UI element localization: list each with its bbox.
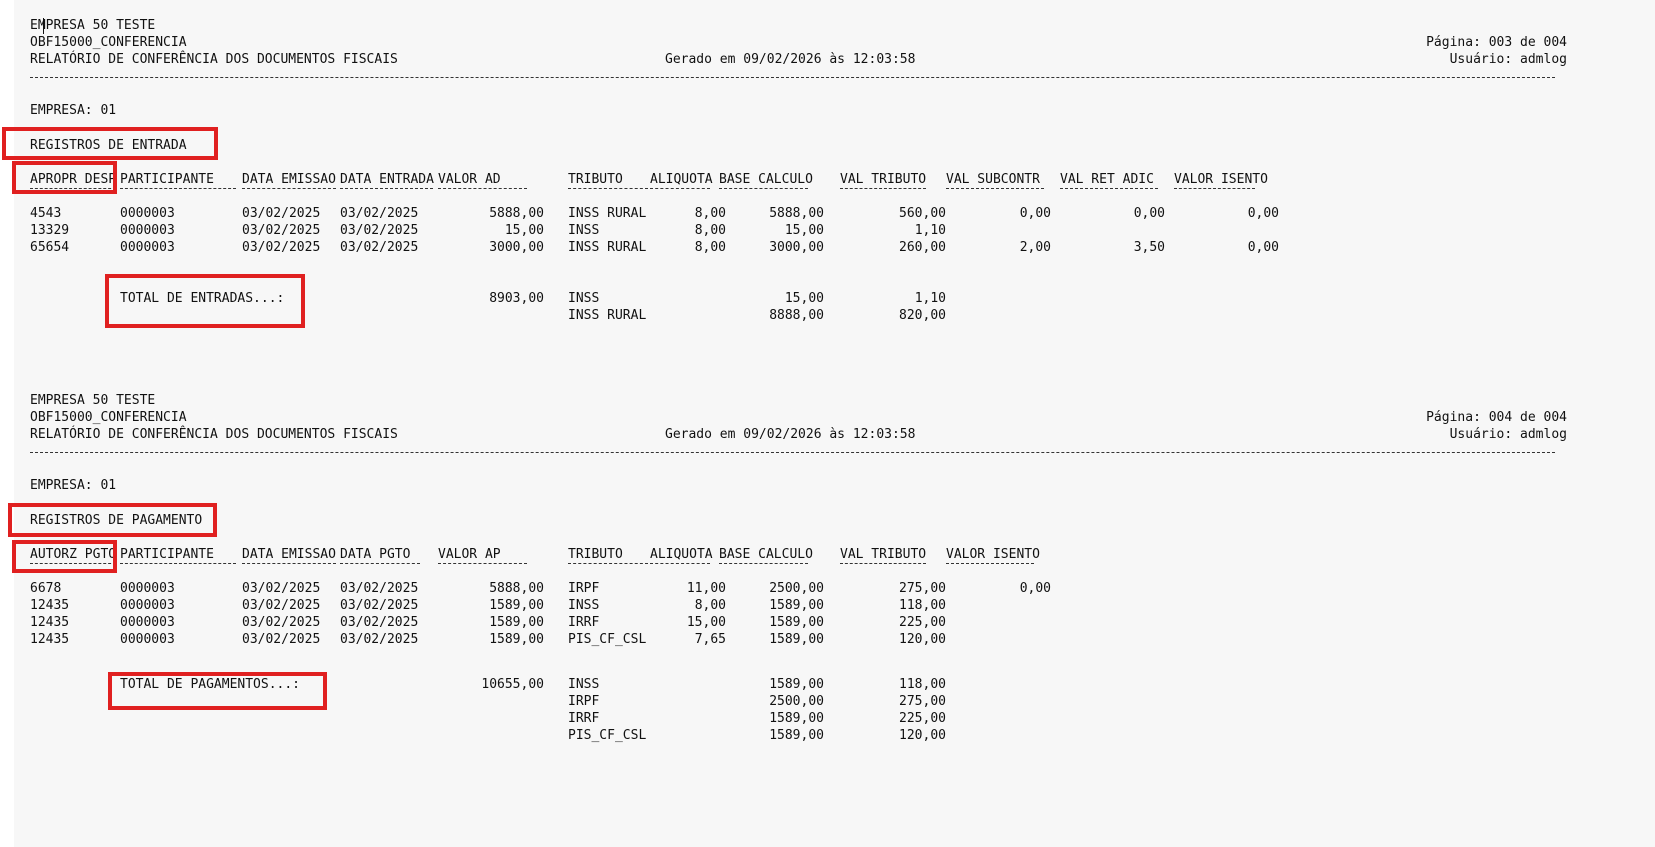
highlight-section-title: [8, 503, 217, 537]
table-cell: 7,65: [694, 632, 726, 647]
column-header-underline: [1174, 188, 1255, 189]
table-cell: 03/02/2025: [340, 223, 419, 238]
table-cell: 0,00: [1019, 206, 1051, 221]
table-cell: 118,00: [899, 598, 946, 613]
table-cell: 03/02/2025: [340, 632, 419, 647]
total-base-calculo: 1589,00: [769, 728, 824, 743]
table-cell: 1589,00: [489, 598, 544, 613]
column-header-valor-isento: VALOR ISENTO: [946, 547, 1040, 562]
table-cell: 03/02/2025: [242, 581, 321, 596]
table-cell: 560,00: [899, 206, 946, 221]
table-cell: 0000003: [120, 240, 175, 255]
company-name: EMPRESA 50 TESTE: [30, 393, 156, 408]
column-header-val-subcontr: VAL SUBCONTR: [946, 172, 1040, 187]
table-cell: 3000,00: [769, 240, 824, 255]
column-header-underline: [340, 563, 420, 564]
column-header-underline: [568, 563, 648, 564]
total-base-calculo: 1589,00: [769, 677, 824, 692]
table-cell: 2,00: [1019, 240, 1051, 255]
table-cell: 8,00: [694, 223, 726, 238]
total-base-calculo: 8888,00: [769, 308, 824, 323]
column-header-valor-ad: VALOR AD: [438, 172, 501, 187]
table-cell: PIS_CF_CSL: [568, 632, 647, 647]
table-cell: 0,00: [1019, 581, 1051, 596]
table-cell: 15,00: [504, 223, 544, 238]
table-cell: 275,00: [899, 581, 946, 596]
total-tributo: IRRF: [568, 711, 600, 726]
report-code: OBF15000_CONFERENCIA: [30, 410, 187, 425]
page-number: Página: 004 de 004: [1426, 410, 1567, 425]
column-header-underline: [946, 563, 1034, 564]
table-cell: 0,00: [1247, 240, 1279, 255]
report-title: RELATÓRIO DE CONFERÊNCIA DOS DOCUMENTOS FISCAIS: [30, 52, 398, 67]
table-cell: 1,10: [914, 223, 946, 238]
column-header-tributo: TRIBUTO: [568, 172, 623, 187]
total-tributo: INSS: [568, 291, 600, 306]
section-title: REGISTROS DE ENTRADA: [30, 138, 187, 153]
column-header-underline: [120, 563, 236, 564]
generated-at: Gerado em 09/02/2026 às 12:03:58: [665, 427, 916, 442]
report-code: OBF15000_CONFERENCIA: [30, 35, 187, 50]
table-cell: 03/02/2025: [340, 598, 419, 613]
page-number: Página: 003 de 004: [1426, 35, 1567, 50]
table-cell: 0,00: [1133, 206, 1165, 221]
column-header-underline: [946, 188, 1044, 189]
total-value: 10655,00: [481, 677, 544, 692]
table-cell: 12435: [30, 598, 70, 613]
column-header-val-tributo: VAL TRIBUTO: [840, 547, 927, 562]
column-header-aliquota: ALIQUOTA: [650, 547, 713, 562]
column-header-autorz-pgto: AUTORZ PGTO: [30, 547, 117, 562]
column-header-data-entrada: DATA ENTRADA: [340, 172, 434, 187]
total-val-tributo: 275,00: [899, 694, 946, 709]
table-cell: 0000003: [120, 206, 175, 221]
table-cell: 8,00: [694, 598, 726, 613]
table-cell: 1589,00: [769, 598, 824, 613]
table-cell: 15,00: [784, 223, 824, 238]
user-label: Usuário: admlog: [1449, 427, 1567, 442]
column-header-participante: PARTICIPANTE: [120, 172, 214, 187]
column-header-underline: [719, 188, 808, 189]
column-header-valor-isento: VALOR ISENTO: [1174, 172, 1268, 187]
table-cell: 03/02/2025: [242, 615, 321, 630]
header-separator: [30, 77, 1555, 78]
column-header-underline: [568, 188, 648, 189]
header-separator: [30, 452, 1555, 453]
report-sheet: [14, 0, 1655, 847]
table-cell: 03/02/2025: [242, 240, 321, 255]
column-header-underline: [840, 188, 926, 189]
total-label: TOTAL DE PAGAMENTOS...:: [120, 677, 301, 692]
generated-at: Gerado em 09/02/2026 às 12:03:58: [665, 52, 916, 67]
total-val-tributo: 120,00: [899, 728, 946, 743]
column-header-aliquota: ALIQUOTA: [650, 172, 713, 187]
table-cell: INSS RURAL: [568, 240, 647, 255]
table-cell: 0000003: [120, 581, 175, 596]
table-cell: 1589,00: [489, 632, 544, 647]
highlight-section-title: [2, 127, 218, 160]
table-cell: 03/02/2025: [242, 223, 321, 238]
table-cell: 0000003: [120, 598, 175, 613]
table-cell: 03/02/2025: [340, 615, 419, 630]
section-title: REGISTROS DE PAGAMENTO: [30, 513, 203, 528]
table-cell: INSS: [568, 598, 600, 613]
table-cell: 03/02/2025: [242, 206, 321, 221]
table-cell: 2500,00: [769, 581, 824, 596]
column-header-underline: [438, 563, 527, 564]
total-value: 8903,00: [489, 291, 544, 306]
table-cell: 03/02/2025: [340, 240, 419, 255]
table-cell: 65654: [30, 240, 70, 255]
table-cell: 3,50: [1133, 240, 1165, 255]
table-cell: 03/02/2025: [242, 632, 321, 647]
highlight-total-label: [108, 672, 327, 710]
table-cell: 12435: [30, 632, 70, 647]
table-cell: 13329: [30, 223, 70, 238]
table-cell: 1589,00: [769, 632, 824, 647]
column-header-underline: [650, 188, 710, 189]
report-title: RELATÓRIO DE CONFERÊNCIA DOS DOCUMENTOS FISCAIS: [30, 427, 398, 442]
column-header-val-ret-adic: VAL RET ADIC: [1060, 172, 1154, 187]
total-base-calculo: 2500,00: [769, 694, 824, 709]
column-header-underline: [1060, 188, 1158, 189]
company-name: EMPRESA 50 TESTE: [30, 18, 156, 33]
total-val-tributo: 225,00: [899, 711, 946, 726]
table-cell: 5888,00: [489, 581, 544, 596]
table-cell: 12435: [30, 615, 70, 630]
total-label: TOTAL DE ENTRADAS...:: [120, 291, 285, 306]
column-header-base-calculo: BASE CALCULO: [719, 547, 813, 562]
table-cell: 120,00: [899, 632, 946, 647]
table-cell: 8,00: [694, 240, 726, 255]
column-header-underline: [840, 563, 926, 564]
table-cell: IRPF: [568, 581, 600, 596]
total-val-tributo: 1,10: [914, 291, 946, 306]
table-cell: INSS RURAL: [568, 206, 647, 221]
total-val-tributo: 118,00: [899, 677, 946, 692]
column-header-valor-ap: VALOR AP: [438, 547, 501, 562]
table-cell: 1589,00: [489, 615, 544, 630]
table-cell: IRRF: [568, 615, 600, 630]
total-base-calculo: 15,00: [784, 291, 824, 306]
column-header-underline: [719, 563, 808, 564]
table-cell: 03/02/2025: [242, 598, 321, 613]
column-header-val-tributo: VAL TRIBUTO: [840, 172, 927, 187]
table-cell: 5888,00: [769, 206, 824, 221]
total-tributo: IRPF: [568, 694, 600, 709]
column-header-data-emissao: DATA EMISSAO: [242, 172, 336, 187]
table-cell: 15,00: [686, 615, 726, 630]
table-cell: 03/02/2025: [340, 581, 419, 596]
column-header-underline: [650, 563, 710, 564]
empresa-label: EMPRESA: 01: [30, 478, 117, 493]
table-cell: 03/02/2025: [340, 206, 419, 221]
table-cell: INSS: [568, 223, 600, 238]
column-header-underline: [438, 188, 527, 189]
total-base-calculo: 1589,00: [769, 711, 824, 726]
column-header-data-emissao: DATA EMISSAO: [242, 547, 336, 562]
table-cell: 225,00: [899, 615, 946, 630]
table-cell: 0000003: [120, 632, 175, 647]
table-cell: 4543: [30, 206, 62, 221]
total-tributo: INSS RURAL: [568, 308, 647, 323]
table-cell: 0000003: [120, 615, 175, 630]
table-cell: 6678: [30, 581, 62, 596]
column-header-participante: PARTICIPANTE: [120, 547, 214, 562]
table-cell: 1589,00: [769, 615, 824, 630]
column-header-underline: [242, 563, 336, 564]
column-header-underline: [340, 188, 433, 189]
table-cell: 260,00: [899, 240, 946, 255]
user-label: Usuário: admlog: [1449, 52, 1567, 67]
highlight-total-label: [105, 274, 305, 328]
highlight-first-column: [12, 161, 117, 194]
empresa-label: EMPRESA: 01: [30, 103, 117, 118]
column-header-underline: [242, 188, 336, 189]
column-header-underline: [120, 188, 236, 189]
table-cell: 8,00: [694, 206, 726, 221]
highlight-first-column: [12, 540, 117, 573]
table-cell: 0000003: [120, 223, 175, 238]
column-header-tributo: TRIBUTO: [568, 547, 623, 562]
table-cell: 0,00: [1247, 206, 1279, 221]
table-cell: 3000,00: [489, 240, 544, 255]
total-tributo: INSS: [568, 677, 600, 692]
total-tributo: PIS_CF_CSL: [568, 728, 647, 743]
total-val-tributo: 820,00: [899, 308, 946, 323]
column-header-base-calculo: BASE CALCULO: [719, 172, 813, 187]
table-cell: 11,00: [686, 581, 726, 596]
column-header-apropr-desp: APROPR DESP: [30, 172, 117, 187]
table-cell: 5888,00: [489, 206, 544, 221]
column-header-data-pgto: DATA PGTO: [340, 547, 411, 562]
